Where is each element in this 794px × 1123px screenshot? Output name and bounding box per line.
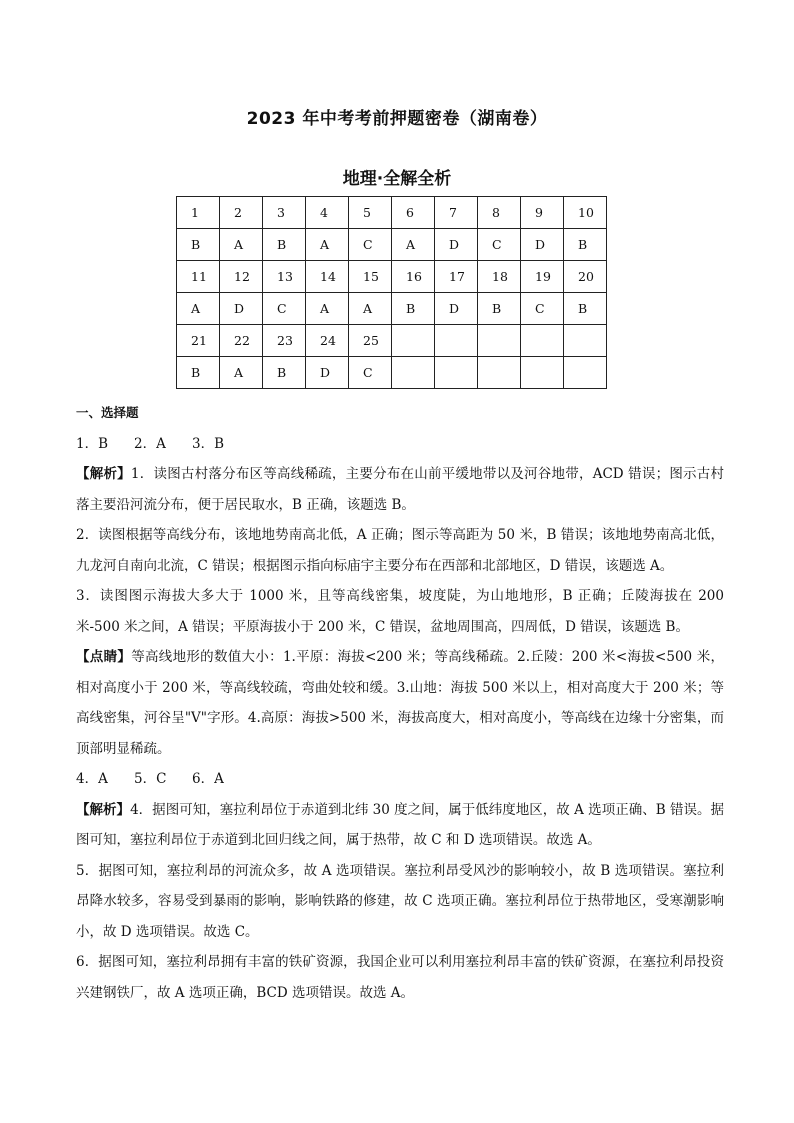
section-heading: 一、选择题 <box>76 405 139 420</box>
answer-table-cell: 11 <box>177 261 220 293</box>
answer-table-cell: B <box>177 229 220 261</box>
analysis-tag: 【解析】 <box>76 801 131 818</box>
analysis-tag: 【解析】 <box>76 466 131 482</box>
answer-table-cell: C <box>349 229 392 261</box>
answer-item: 6．A <box>192 771 224 787</box>
answer-table-cell: 23 <box>263 325 306 357</box>
answer-table-cell: 9 <box>521 197 564 229</box>
answer-table-cell: 24 <box>306 325 349 357</box>
answer-table-cell: 22 <box>220 325 263 357</box>
answer-table-cell: D <box>220 293 263 325</box>
answer-table-cell: 5 <box>349 197 392 229</box>
answer-item: 5．C <box>134 771 167 787</box>
analysis-text: 1．读图古村落分布区等高线稀疏，主要分布在山前平缓地带以及河谷地带，ACD 错误；图示古村落主要沿河流分布，便于居民取水，B 正确，该题选 B。 <box>76 466 724 513</box>
answer-table-cell: 25 <box>349 325 392 357</box>
answer-table-cell <box>564 357 607 389</box>
answer-table-cell: 6 <box>392 197 435 229</box>
answer-table-cell: 21 <box>177 325 220 357</box>
note-tag: 【点睛】 <box>76 649 132 665</box>
answer-table-cell: B <box>392 293 435 325</box>
answer-table-cell: D <box>521 229 564 261</box>
answer-table <box>176 196 607 389</box>
analysis-paragraph <box>76 459 724 520</box>
answer-table-row <box>177 197 607 229</box>
answer-table-cell: 1 <box>177 197 220 229</box>
answer-table-cell <box>435 325 478 357</box>
answer-table-cell: 16 <box>392 261 435 293</box>
answer-table-cell: C <box>263 293 306 325</box>
answer-table-cell: A <box>177 293 220 325</box>
answer-table-row <box>177 325 607 357</box>
answer-table-cell: B <box>564 293 607 325</box>
page-subtitle: 地理·全解全析 <box>342 169 452 189</box>
analysis-paragraph: 6．据图可知，塞拉利昂拥有丰富的铁矿资源，我国企业可以利用塞拉利昂丰富的铁矿资源，在塞拉利昂投资兴建钢铁厂，故 A 选项正确，BCD 选项错误。故选 A。 <box>76 954 724 1001</box>
note-text: 等高线地形的数值大小：1.平原：海拔<200 米；等高线稀疏。2.丘陵：200 米<海拔<500 米，相对高度小于 200 米，等高线较疏，弯曲处较和缓。3.山地：海拔 500 米以上，相对高度大于 200 米；等高线密集，河谷呈"V"字形。4.高原：海拔>500 米，海拔高度大，相对高度小，等高线在边缘十分密集，而顶部明显稀疏。 <box>76 649 724 757</box>
answer-table-cell: A <box>220 229 263 261</box>
answer-table-cell: B <box>263 357 306 389</box>
answer-item: 2．A <box>134 435 166 452</box>
answer-table-cell: 10 <box>564 197 607 229</box>
answer-table-cell <box>521 357 564 389</box>
page-title: 2023 年中考考前押题密卷（湖南卷） <box>246 109 548 129</box>
analysis-text: 4．据图可知，塞拉利昂位于赤道到北纬 30 度之间，属于低纬度地区，故 A 选项正确、B 错误。据图可知，塞拉利昂位于赤道到北回归线之间，属于热带，故 C 和 D 选项错误。故选 A。 <box>76 801 724 848</box>
answer-table-cell: 12 <box>220 261 263 293</box>
answer-table-cell: B <box>564 229 607 261</box>
answer-table-cell: B <box>478 293 521 325</box>
answer-table-cell: 3 <box>263 197 306 229</box>
answer-table-cell: D <box>435 293 478 325</box>
answer-table-cell: 14 <box>306 261 349 293</box>
answer-table-cell: A <box>220 357 263 389</box>
answer-table-cell: 4 <box>306 197 349 229</box>
answer-table-cell: B <box>263 229 306 261</box>
answer-table-cell: A <box>392 229 435 261</box>
answer-table-row <box>177 293 607 325</box>
note-paragraph <box>76 642 724 764</box>
answer-table-cell: B <box>177 357 220 389</box>
answer-table-cell: 20 <box>564 261 607 293</box>
answer-table-cell: 8 <box>478 197 521 229</box>
answer-table-cell: A <box>349 293 392 325</box>
answer-table-row <box>177 229 607 261</box>
answer-table-cell: 7 <box>435 197 478 229</box>
answer-item: 1．B <box>76 435 109 452</box>
answer-table-cell <box>435 357 478 389</box>
analysis-paragraph <box>76 795 724 856</box>
analysis-paragraph: 5．据图可知，塞拉利昂的河流众多，故 A 选项错误。塞拉利昂受风沙的影响较小，故 B 选项错误。塞拉利昂降水较多，容易受到暴雨的影响，影响铁路的修建，故 C 选项正确。塞拉利昂位于热带地区，受寒潮影响小，故 D 选项错误。故选 C。 <box>76 862 724 940</box>
answer-item: 4．A <box>76 771 108 787</box>
answer-table-cell: A <box>306 229 349 261</box>
answer-table-cell <box>478 357 521 389</box>
answer-table-cell <box>521 325 564 357</box>
answer-table-row <box>177 357 607 389</box>
answer-table-cell: 18 <box>478 261 521 293</box>
answer-item: 3．B <box>192 435 225 452</box>
answer-table-cell: 13 <box>263 261 306 293</box>
answer-table-cell <box>392 325 435 357</box>
answer-table-cell <box>564 325 607 357</box>
solution-content <box>76 398 724 1008</box>
answer-table-cell: D <box>435 229 478 261</box>
answer-table-cell: 19 <box>521 261 564 293</box>
answer-table-cell: 15 <box>349 261 392 293</box>
answer-table-cell: C <box>521 293 564 325</box>
answer-table-cell: 17 <box>435 261 478 293</box>
answer-table-cell: C <box>478 229 521 261</box>
answer-table-cell <box>478 325 521 357</box>
answer-table-cell: 2 <box>220 197 263 229</box>
analysis-paragraph: 3．读图图示海拔大多大于 1000 米，且等高线密集，坡度陡，为山地地形，B 正确；丘陵海拔在 200 米-500 米之间，A 错误；平原海拔小于 200 米，C 错误，盆地周围高，四周低，D 错误，该题选 B。 <box>76 588 724 635</box>
answer-table-cell <box>392 357 435 389</box>
answer-table-cell: D <box>306 357 349 389</box>
analysis-paragraph: 2．读图根据等高线分布，该地地势南高北低，A 正确；图示等高距为 50 米，B 错误；该地地势南高北低，九龙河自南向北流，C 错误；根据图示指向标庙宇主要分布在西部和北部地区，D 错误，该题选 A。 <box>76 527 724 574</box>
answer-table-cell: C <box>349 357 392 389</box>
answer-line <box>76 429 724 460</box>
answer-table-cell: A <box>306 293 349 325</box>
answer-line <box>76 764 724 795</box>
answer-table-row <box>177 261 607 293</box>
